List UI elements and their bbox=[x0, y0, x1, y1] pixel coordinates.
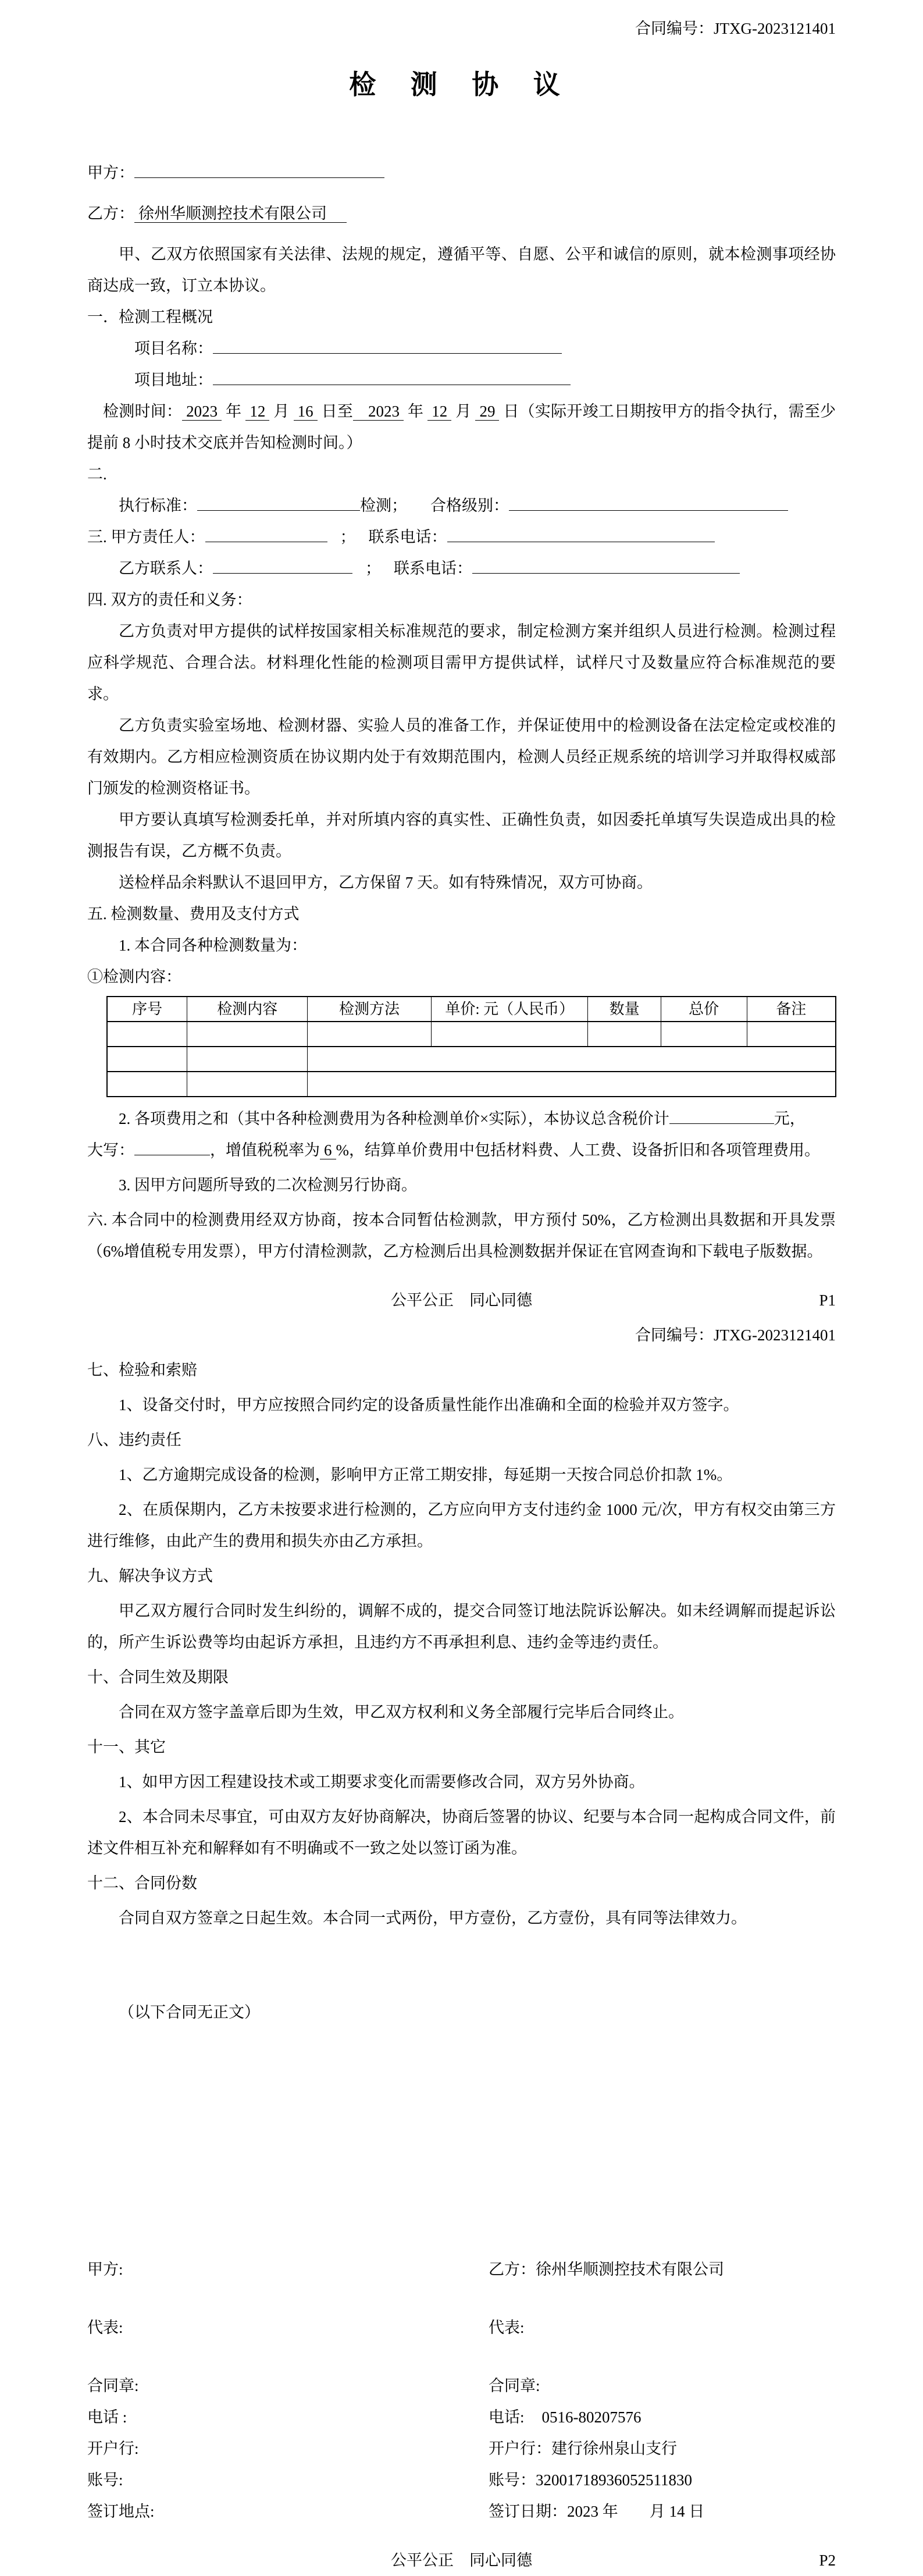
sign-a-place: 签订地点: bbox=[87, 2503, 155, 2520]
contract-number-p2: 合同编号：JTXG-2023121401 bbox=[635, 1326, 836, 1344]
section-4-p3: 甲方要认真填写检测委托单，并对所填内容的真实性、正确性负责，如因委托单填写失误造成出具的检测报告有误，乙方概不负责。 bbox=[87, 811, 836, 860]
sign-a-seal: 合同章: bbox=[87, 2377, 139, 2394]
sign-b-bank: 开户行：建行徐州泉山支行 bbox=[489, 2440, 677, 2457]
sign-a-party: 甲方: bbox=[87, 2261, 123, 2278]
party-a-phone-blank-field bbox=[447, 526, 715, 542]
sign-row-rep bbox=[87, 2312, 836, 2343]
page2-number: P2 bbox=[819, 2552, 836, 2569]
party-b-contact-blank-field bbox=[213, 557, 352, 574]
table-header-cell: 检测内容 bbox=[187, 997, 308, 1022]
party-b-name: 徐州华顺测控技术有限公司 bbox=[134, 205, 347, 223]
section-5-title: 五. 检测数量、费用及支付方式 bbox=[87, 905, 300, 923]
party-a-line bbox=[87, 157, 836, 188]
party-a-contact-line: 三. 甲方责任人： ； 联系电话： bbox=[87, 521, 836, 553]
sign-a-rep: 代表: bbox=[87, 2319, 123, 2336]
footer-motto: 公平公正 同心同德 bbox=[391, 2552, 532, 2569]
party-b-contact-line: 乙方联系人： ； 联系电话： bbox=[87, 553, 836, 584]
start-year: 2023 bbox=[182, 403, 222, 421]
sign-row-party bbox=[87, 2254, 836, 2285]
end-year: 2023 bbox=[353, 403, 404, 421]
section-5-sub1: ①检测内容： bbox=[87, 968, 181, 985]
section-1-title: 一．检测工程概况 bbox=[87, 308, 213, 326]
start-month: 12 bbox=[245, 403, 269, 421]
section-2-number: 二. bbox=[87, 465, 107, 483]
sign-row-bank bbox=[87, 2433, 836, 2464]
vat-rate: 6 bbox=[320, 1141, 336, 1159]
section-5-item1: 1. 本合同各种检测数量为： bbox=[119, 937, 307, 954]
page-title: 检 测 协 议 bbox=[349, 70, 574, 99]
no-more-text-note: （以下合同无正文） bbox=[119, 2004, 260, 2021]
sign-a-bank: 开户行: bbox=[87, 2440, 139, 2457]
sign-row-tel bbox=[87, 2401, 836, 2433]
amount-words-blank-field bbox=[134, 1139, 210, 1155]
party-b-phone-blank-field bbox=[472, 557, 740, 574]
party-a-contact-blank-field bbox=[205, 526, 327, 542]
grade-blank-field bbox=[509, 494, 788, 511]
section-11-p1: 1、如甲方因工程建设技术或工期要求变化而需要修改合同，双方另外协商。 bbox=[119, 1773, 645, 1791]
contract-number-p1: 合同编号：JTXG-2023121401 bbox=[635, 20, 836, 37]
party-b-label: 乙方： bbox=[87, 205, 134, 222]
standard-label: 执行标准： bbox=[119, 497, 197, 514]
sign-row-seal bbox=[87, 2370, 836, 2401]
sign-b-seal: 合同章: bbox=[489, 2377, 540, 2394]
sign-row-place-date bbox=[87, 2496, 836, 2527]
party-a-label: 甲方： bbox=[87, 164, 134, 182]
table-header-cell: 检测方法 bbox=[308, 997, 432, 1022]
sign-b-tel: 电话: 0516-80207576 bbox=[489, 2408, 642, 2426]
table-header-cell: 总价 bbox=[661, 997, 747, 1022]
page1-number: P1 bbox=[819, 1291, 836, 1309]
sign-a-tel: 电话 : bbox=[87, 2408, 127, 2426]
sign-row-account bbox=[87, 2464, 836, 2496]
section-4-p2: 乙方负责实验室场地、检测材器、实验人员的准备工作，并保证使用中的检测设备在法定检定或校准的有效期内。乙方相应检测资质在协议期内处于有效期范围内，检测人员经正规系统的培训学习并取得权威部门颁发的检测资格证书。 bbox=[87, 717, 836, 797]
intro-paragraph: 甲、乙双方依照国家有关法律、法规的规定，遵循平等、自愿、公平和诚信的原则，就本检测事项经协商达成一致，订立本协议。 bbox=[87, 245, 836, 294]
section-12-p1: 合同自双方签章之日起生效。本合同一式两份，甲方壹份，乙方壹份，具有同等法律效力。 bbox=[119, 1909, 747, 1927]
grade-label: 合格级别： bbox=[430, 497, 509, 514]
section-5-item2-line1: 2. 各项费用之和（其中各种检测费用为各种检测单价×实际），本协议总含税价计 元， bbox=[87, 1103, 836, 1134]
project-name-label: 项目名称： bbox=[134, 340, 213, 357]
standard-blank-field bbox=[197, 494, 360, 511]
table-row bbox=[107, 1022, 836, 1047]
section-8-p2: 2、在质保期内，乙方未按要求进行检测的，乙方应向甲方支付违约金 1000 元/次，甲方有权交由第三方进行维修，由此产生的费用和损失亦由乙方承担。 bbox=[87, 1501, 836, 1550]
section-4-title: 四. 双方的责任和义务： bbox=[87, 591, 252, 609]
project-addr-blank-field bbox=[213, 369, 571, 385]
project-name-line bbox=[87, 333, 836, 364]
section-9-title: 九、解决争议方式 bbox=[87, 1567, 213, 1585]
section-4-p1: 乙方负责对甲方提供的试样按国家相关标准规范的要求，制定检测方案并组织人员进行检测。检测过程应科学规范、合理合法。材料理化性能的检测项目需甲方提供试样，试样尺寸及数量应符合标准规范的要求。 bbox=[87, 622, 836, 703]
signature-block bbox=[87, 2254, 836, 2527]
section-11-title: 十一、其它 bbox=[87, 1738, 166, 1756]
sign-b-rep: 代表: bbox=[489, 2319, 525, 2336]
project-addr-line bbox=[87, 364, 836, 396]
section-4-p4: 送检样品余料默认不退回甲方，乙方保留 7 天。如有特殊情况，双方可协商。 bbox=[119, 874, 653, 891]
party-b-line bbox=[87, 198, 836, 229]
sign-a-account: 账号: bbox=[87, 2471, 123, 2489]
section-10-title: 十、合同生效及期限 bbox=[87, 1668, 229, 1686]
section-7-p1: 1、设备交付时，甲方应按照合同约定的设备质量性能作出准确和全面的检验并双方签字。 bbox=[119, 1396, 739, 1414]
table-header-cell: 序号 bbox=[107, 997, 187, 1022]
table-header-row bbox=[107, 997, 836, 1022]
sign-b-account: 账号：32001718936052511830 bbox=[489, 2471, 692, 2489]
sign-b-party-name: 徐州华顺测控技术有限公司 bbox=[536, 2261, 724, 2278]
page1-footer bbox=[87, 1285, 836, 1316]
sign-b-party: 乙方：徐州华顺测控技术有限公司 bbox=[489, 2261, 724, 2278]
section-6-paragraph: 六. 本合同中的检测费用经双方协商，按本合同暂估检测款，甲方预付 50%，乙方检测出具数据和开具发票（6%增值税专用发票），甲方付清检测款，乙方检测后出具检测数据并保证在官网查询和下载电子版数据。 bbox=[87, 1211, 836, 1260]
party-a-blank-field bbox=[134, 162, 384, 178]
test-items-table bbox=[106, 996, 836, 1097]
end-month: 12 bbox=[427, 403, 451, 421]
footer-motto: 公平公正 同心同德 bbox=[391, 1291, 532, 1309]
section-5-item3: 3. 因甲方问题所导致的二次检测另行协商。 bbox=[119, 1176, 417, 1194]
section-11-p2: 2、本合同未尽事宜，可由双方友好协商解决，协商后签署的协议、纪要与本合同一起构成合同文件，前述文件相互补充和解释如有不明确或不一致之处以签订函为准。 bbox=[87, 1808, 836, 1857]
sign-b-date: 签订日期：2023 年 月 14 日 bbox=[489, 2503, 705, 2520]
table-row bbox=[107, 1047, 836, 1072]
project-name-blank-field bbox=[213, 337, 562, 354]
total-price-blank-field bbox=[669, 1108, 774, 1124]
table-header-cell: 备注 bbox=[747, 997, 836, 1022]
table-header-cell: 单价: 元（人民币） bbox=[432, 997, 588, 1022]
start-day: 16 bbox=[294, 403, 318, 421]
section-12-title: 十二、合同份数 bbox=[87, 1874, 197, 1892]
project-addr-label: 项目地址： bbox=[134, 371, 213, 389]
schedule-line: 检测时间： 2023 年 12 月 16 日至 2023 年 12 月 29 日（实际开竣工日期按甲方的指令执行，需至少提前 8 小时技术交底并告知检测时间。） bbox=[87, 403, 836, 451]
section-5-item2-line2: 大写： ，增值税税率为 6 %，结算单价费用中包括材料费、人工费、设备折旧和各项管理费用。 bbox=[87, 1134, 836, 1166]
section-10-p1: 合同在双方签字盖章后即为生效，甲乙双方权利和义务全部履行完毕后合同终止。 bbox=[119, 1703, 684, 1721]
end-day: 29 bbox=[475, 403, 499, 421]
section-7-title: 七、检验和索赔 bbox=[87, 1361, 197, 1379]
standard-line: 执行标准： 检测； 合格级别： bbox=[87, 490, 836, 521]
section-8-p1: 1、乙方逾期完成设备的检测，影响甲方正常工期安排，每延期一天按合同总价扣款 1%。 bbox=[119, 1466, 733, 1483]
table-header-cell: 数量 bbox=[588, 997, 661, 1022]
sign-b-tel-value: 0516-80207576 bbox=[541, 2408, 642, 2426]
page2-footer bbox=[87, 2545, 836, 2576]
section-8-title: 八、违约责任 bbox=[87, 1431, 181, 1449]
section-9-p1: 甲乙双方履行合同时发生纠纷的，调解不成的，提交合同签订地法院诉讼解决。如未经调解而提起诉讼的，所产生诉讼费等均由起诉方承担，且违约方不再承担利息、违约金等违约责任。 bbox=[87, 1602, 836, 1651]
table-row bbox=[107, 1072, 836, 1097]
